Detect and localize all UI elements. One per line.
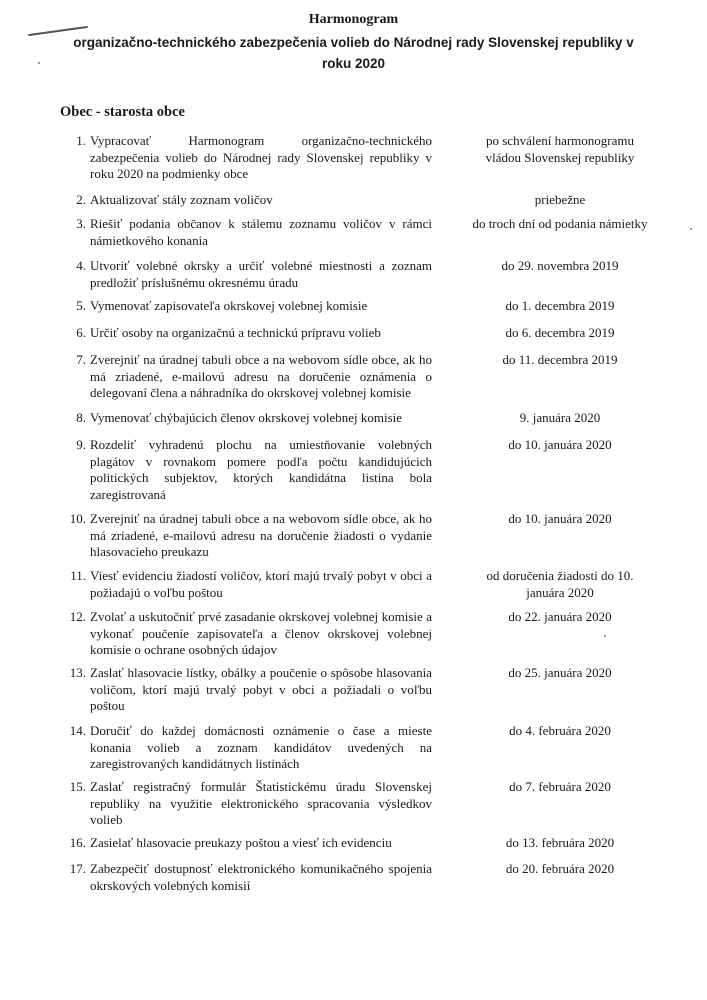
- item-number: 17.: [69, 861, 86, 876]
- item-task: Aktualizovať stály zoznam voličov: [90, 192, 273, 207]
- item-deadline: po schválení harmonogramu vládou Slovenskej republiky: [485, 133, 635, 165]
- item-deadline: do 29. novembra 2019: [501, 258, 619, 273]
- item-number: 8.: [76, 410, 86, 425]
- item-number: 12.: [69, 609, 86, 624]
- item-number: 3.: [76, 216, 86, 231]
- item-task: Viesť evidenciu žiadostí voličov, ktorí majú trvalý pobyt v obci a požiadajú o voľbu poštou: [90, 568, 432, 600]
- item-task: Utvoriť volebné okrsky a určiť volebné miestnosti a zoznam predložiť príslušnému okresnému úradu: [90, 258, 432, 290]
- item-number: 14.: [69, 723, 86, 738]
- item-task: Zverejniť na úradnej tabuli obce a na webovom sídle obce, ak ho má zriadené, e-mailovú adresu na doručenie oznámenia o delegovaní člena a náhradníka do okrskovej volebnej komisie: [90, 352, 432, 400]
- item-deadline: do 10. januára 2020: [508, 511, 612, 526]
- document-subtitle: organizačno-technického zabezpečenia volieb do Národnej rady Slovenskej republiky v: [73, 35, 634, 50]
- item-number: 7.: [76, 352, 86, 367]
- item-deadline: 9. januára 2020: [519, 410, 601, 425]
- item-number: 1.: [76, 133, 86, 148]
- item-number: 2.: [76, 192, 86, 207]
- document-title: Harmonogram: [308, 12, 399, 27]
- item-task: Vymenovať chýbajúcich členov okrskovej volebnej komisie: [90, 410, 403, 425]
- item-deadline: do 20. februára 2020: [505, 861, 615, 876]
- item-number: 16.: [69, 835, 86, 850]
- item-task: Určiť osoby na organizačnú a technickú prípravu volieb: [90, 325, 381, 340]
- section-heading: Obec - starosta obce: [60, 104, 185, 120]
- item-number: 11.: [70, 568, 86, 583]
- item-task: Zabezpečiť dostupnosť elektronického komunikačného spojenia okrskových volebných komisií: [90, 861, 432, 893]
- item-task: Rozdeliť vyhradenú plochu na umiestňovanie volebných plagátov v rovnakom pomere podľa počtu kandidujúcich politických subjektov, ktorých kandidátna listina bola zaregistrovaná: [90, 437, 432, 502]
- item-task: Zaslať registračný formulár Štatistickému úradu Slovenskej republiky na využitie elektronického spracovania výsledkov volieb: [90, 779, 432, 827]
- item-task: Zvolať a uskutočniť prvé zasadanie okrskovej volebnej komisie a vykonať poučenie zapisovateľa a členov okrskovej volebnej komisie o ochrane osobných údajov: [90, 609, 432, 657]
- item-deadline: do 22. januára 2020: [508, 609, 612, 624]
- item-number: 13.: [69, 665, 86, 680]
- item-deadline: do 1. decembra 2019: [505, 298, 615, 313]
- item-deadline: do 11. decembra 2019: [502, 352, 618, 367]
- item-number: 4.: [76, 258, 86, 273]
- item-task: Zaslať hlasovacie lístky, obálky a poučenie o spôsobe hlasovania voličom, ktorí majú trvalý pobyt v obci a požiadali o voľbu poštou: [90, 665, 432, 713]
- item-deadline: do 25. januára 2020: [508, 665, 612, 680]
- item-deadline: do troch dní od podania námietky: [472, 216, 648, 231]
- item-task: Zasielať hlasovacie preukazy poštou a viesť ich evidenciu: [90, 835, 392, 850]
- document-subtitle-year: roku 2020: [321, 56, 386, 71]
- item-deadline: do 13. februára 2020: [505, 835, 615, 850]
- item-deadline: od doručenia žiadosti do 10. januára 2020: [486, 568, 634, 600]
- item-deadline: do 4. februára 2020: [509, 723, 611, 738]
- item-deadline: do 6. decembra 2019: [505, 325, 615, 340]
- item-deadline: do 10. januára 2020: [508, 437, 612, 452]
- item-number: 6.: [76, 325, 86, 340]
- item-task: Vymenovať zapisovateľa okrskovej volebnej komisie: [90, 298, 368, 313]
- item-task: Riešiť podania občanov k stálemu zoznamu voličov v rámci námietkového konania: [90, 216, 432, 248]
- item-number: 15.: [69, 779, 86, 794]
- item-task: Zverejniť na úradnej tabuli obce a na webovom sídle obce, ak ho má zriadené, e-mailovú adresu na doručenie žiadosti o vydanie hlasovacieho preukazu: [90, 511, 432, 559]
- item-task: Doručiť do každej domácnosti oznámenie o čase a mieste konania volieb a zoznam kandidátov uvedených na zaregistrovaných kandidátnych listinách: [90, 723, 432, 771]
- item-number: 5.: [76, 298, 86, 313]
- item-deadline: do 7. februára 2020: [509, 779, 611, 794]
- item-deadline: priebežne: [534, 192, 586, 207]
- item-number: 10.: [69, 511, 86, 526]
- item-task: Vypracovať Harmonogram organizačno-technického zabezpečenia volieb do Národnej rady Slovenskej republiky v roku 2020 na podmienky obce: [90, 133, 432, 181]
- item-number: 9.: [76, 437, 86, 452]
